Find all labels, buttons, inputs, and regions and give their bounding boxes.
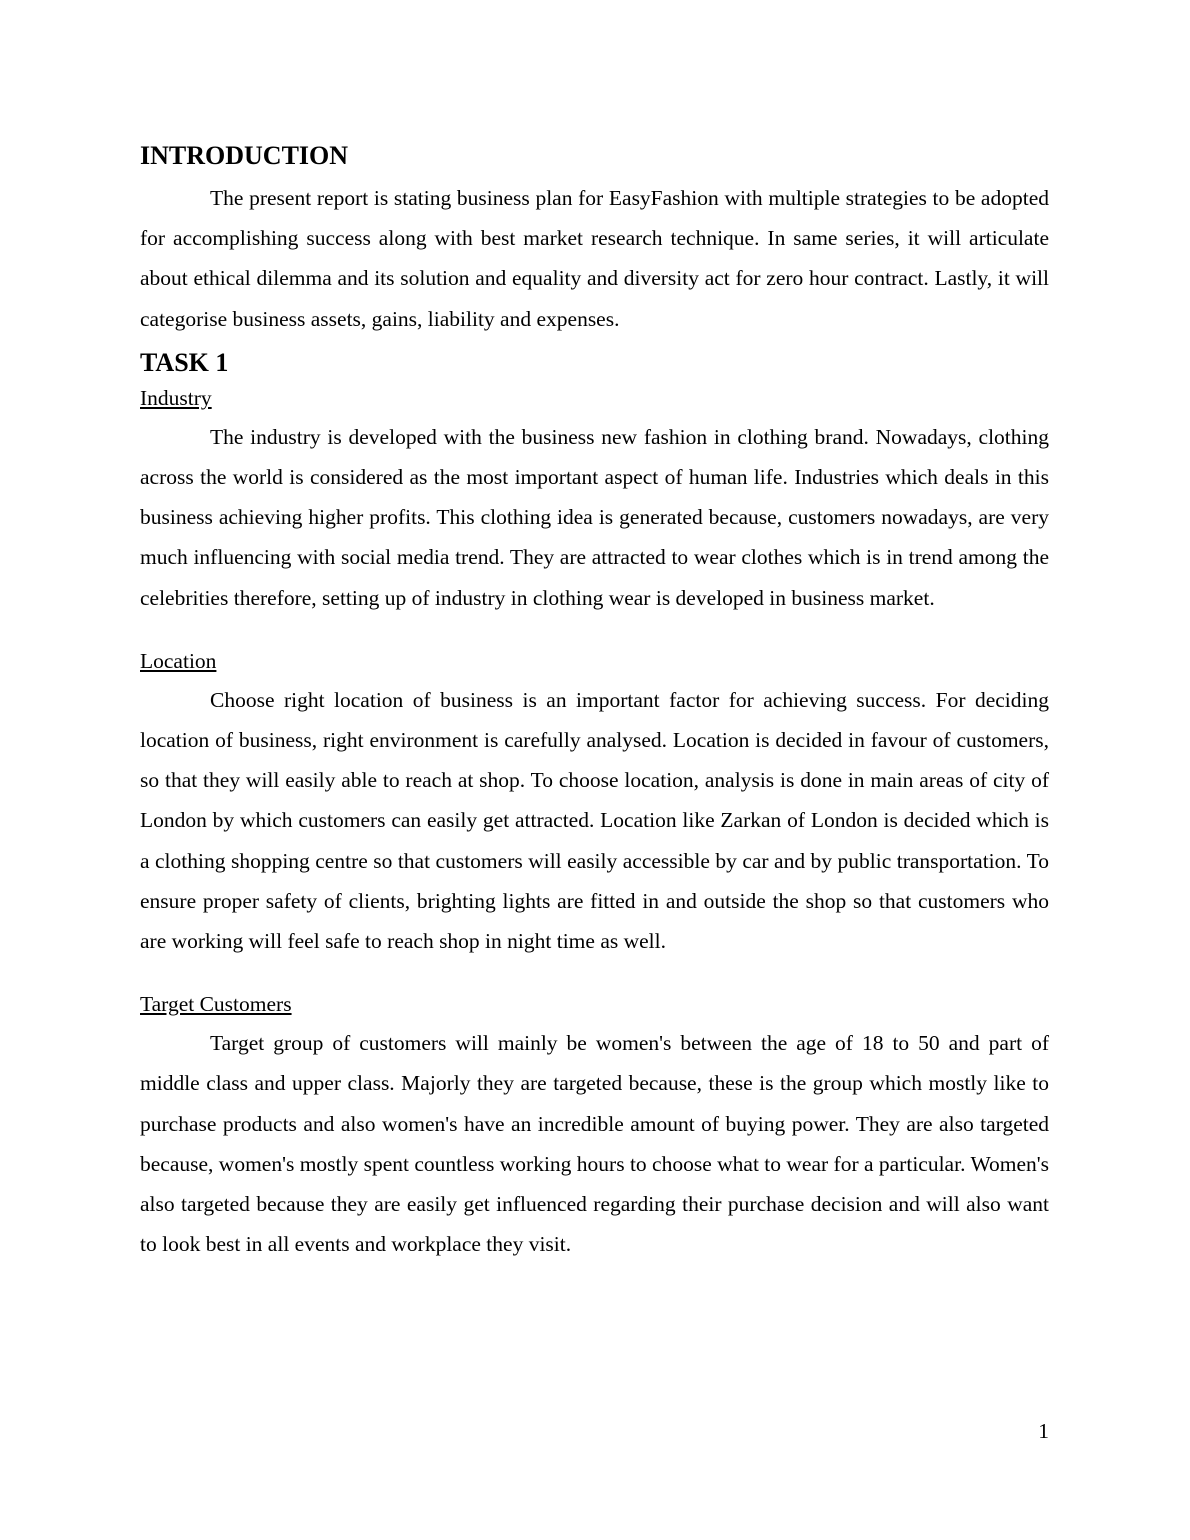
page-number: 1 <box>1038 1419 1049 1443</box>
industry-paragraph: The industry is developed with the business new fashion in clothing brand. Nowadays, clothing across the world is considered as the most important aspect of human life. Industries which deals in this business achieving higher profits. This clothing idea is generated because, customers nowadays, are very much influencing with social media trend. They are attracted to wear clothes which is in trend among the celebrities therefore, setting up of industry in clothing wear is developed in business market. <box>140 424 1049 610</box>
task-1-heading: TASK 1 <box>140 347 229 377</box>
location-subheading: Location <box>140 648 217 673</box>
industry-subheading: Industry <box>140 385 212 410</box>
target-customers-paragraph: Target group of customers will mainly be women's between the age of 18 to 50 and part of middle class and upper class. Majorly they are targeted because, these is the group which mostly like to purchase products and also women's have an incredible amount of buying power. They are also targeted because, women's mostly spent countless working hours to choose what to wear for a particular. Women's also targeted because they are easily get influenced regarding their purchase decision and will also want to look best in all events and workplace they visit. <box>140 1031 1050 1257</box>
target-customers-subheading: Target Customers <box>140 992 292 1017</box>
location-paragraph: Choose right location of business is an important factor for achieving success. For deciding location of business, right environment is carefully analysed. Location is decided in favour of customers, so that they will easily able to reach at shop. To choose location, analysis is done in main areas of city of London by which customers can easily get attracted. Location like Zarkan of London is decided which is a clothing shopping centre so that customers will easily accessible by car and by public transportation. To ensure proper safety of clients, brighting lights are fitted in and outside the shop so that customers who are working will feel safe to reach shop in night time as well. <box>140 687 1049 954</box>
page-content <box>140 138 1049 1264</box>
introduction-paragraph: The present report is stating business plan for EasyFashion with multiple strategies to be adopted for accomplishing success along with best market research technique. In same series, it will articulate about ethical dilemma and its solution and equality and diversity act for zero hour contract. Lastly, it will categorise business assets, gains, liability and expenses. <box>140 186 1049 331</box>
introduction-heading: INTRODUCTION <box>140 141 349 170</box>
